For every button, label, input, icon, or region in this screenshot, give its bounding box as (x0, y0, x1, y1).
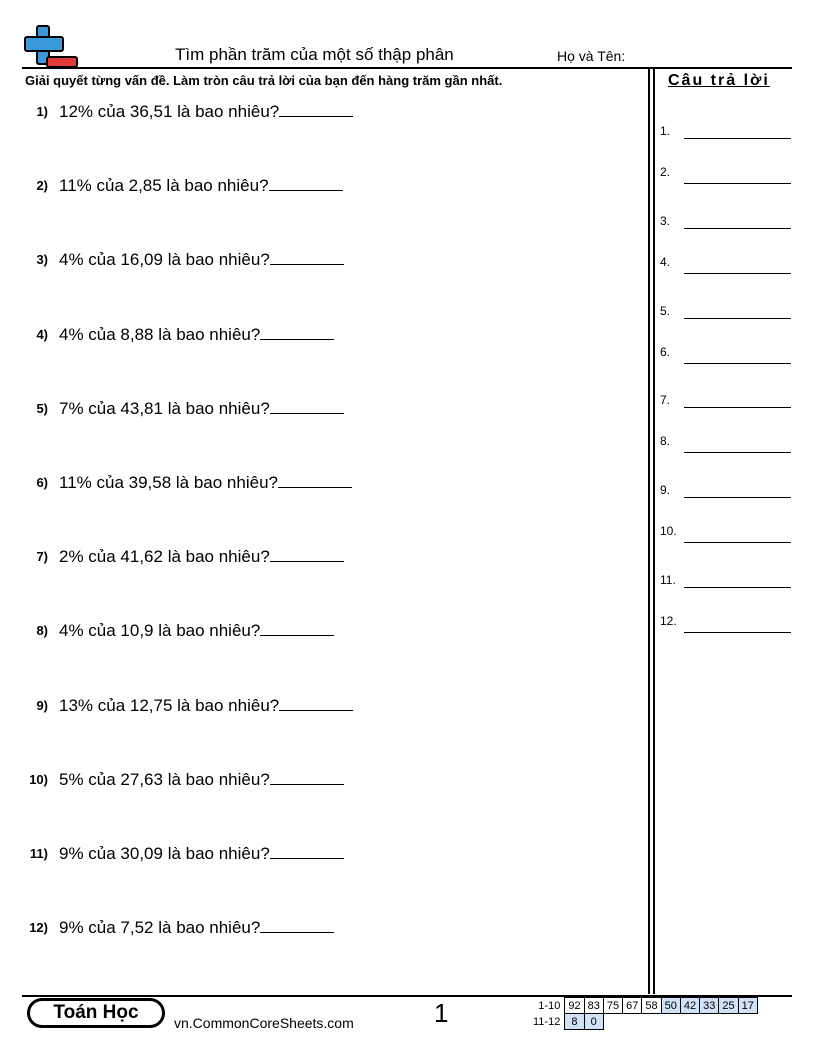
answer-number: 3. (660, 214, 671, 228)
page-title: Tìm phần trăm của một số thập phân (175, 45, 454, 64)
question-prompt: 12% của 36,51 là bao nhiêu? (59, 102, 280, 121)
question-text (59, 696, 353, 716)
name-label: Họ và Tên: (557, 48, 626, 64)
score-cell: 75 (603, 998, 622, 1014)
question-number: 7) (36, 549, 48, 564)
question-number: 8) (36, 623, 48, 638)
column-divider (648, 67, 650, 994)
question-number: 6) (36, 475, 48, 490)
question-text (59, 473, 352, 493)
answer-line[interactable] (684, 273, 791, 274)
question-number: 1) (36, 104, 48, 119)
column-divider (653, 67, 655, 994)
answer-line[interactable] (684, 363, 791, 364)
answer-number: 7. (660, 393, 671, 407)
score-cell: 17 (738, 998, 757, 1014)
question-text (59, 918, 334, 938)
question-text (59, 250, 344, 270)
answer-blank[interactable] (270, 560, 344, 562)
question-text (59, 325, 334, 345)
question-number: 4) (36, 327, 48, 342)
question-prompt: 9% của 7,52 là bao nhiêu? (59, 918, 261, 937)
answer-blank[interactable] (269, 189, 343, 191)
answer-blank[interactable] (278, 486, 352, 488)
answer-number: 1. (660, 124, 671, 138)
question-text (59, 547, 344, 567)
question-prompt: 9% của 30,09 là bao nhiêu? (59, 844, 270, 863)
question-text (59, 399, 344, 419)
instructions: Giải quyết từng vấn đề. Làm tròn câu trả lời của bạn đến hàng trăm gần nhất. (25, 73, 503, 88)
question-number: 3) (36, 252, 48, 267)
score-cell: 83 (584, 998, 603, 1014)
score-cell: 0 (584, 1014, 603, 1030)
question-number: 11) (29, 846, 48, 861)
brand-badge: Toán Học (27, 998, 165, 1028)
question-number: 2) (36, 178, 48, 193)
answer-number: 11. (660, 573, 676, 587)
question-prompt: 11% của 2,85 là bao nhiêu? (59, 176, 269, 195)
question-text (59, 621, 334, 641)
answer-blank[interactable] (270, 412, 344, 414)
answer-line[interactable] (684, 542, 791, 543)
question-text (59, 102, 353, 122)
score-cell: 58 (642, 998, 661, 1014)
question-prompt: 4% của 8,88 là bao nhiêu? (59, 325, 261, 344)
score-row-label: 1-10 (538, 999, 561, 1012)
answer-number: 6. (660, 345, 671, 359)
answer-number: 4. (660, 255, 671, 269)
answer-line[interactable] (684, 632, 791, 633)
answer-blank[interactable] (279, 709, 353, 711)
page-number: 1 (434, 998, 449, 1028)
answer-blank[interactable] (270, 263, 344, 265)
answer-blank[interactable] (260, 338, 334, 340)
answer-line[interactable] (684, 497, 791, 498)
answer-line[interactable] (684, 407, 791, 408)
question-prompt: 2% của 41,62 là bao nhiêu? (59, 547, 270, 566)
answer-number: 12. (660, 614, 677, 628)
answer-line[interactable] (684, 138, 791, 139)
score-row (530, 998, 757, 1014)
score-cell: 25 (719, 998, 738, 1014)
answer-line[interactable] (684, 183, 791, 184)
score-cell: 8 (565, 1014, 584, 1030)
question-number: 12) (29, 920, 48, 935)
header-divider (22, 67, 792, 69)
logo-plus-bar-icon (24, 36, 64, 52)
question-number: 5) (36, 401, 48, 416)
score-row-label: 11-12 (533, 1015, 561, 1028)
question-number: 9) (36, 698, 48, 713)
question-prompt: 4% của 10,9 là bao nhiêu? (59, 621, 261, 640)
question-text (59, 844, 344, 864)
answer-line[interactable] (684, 452, 791, 453)
score-table (530, 997, 758, 1030)
score-cell: 92 (565, 998, 584, 1014)
question-number: 10) (29, 772, 48, 787)
score-row (530, 1014, 757, 1030)
question-text (59, 770, 344, 790)
answer-number: 9. (660, 483, 671, 497)
answer-number: 5. (660, 304, 671, 318)
answers-heading: Câu trả lời (668, 72, 770, 89)
score-cell: 42 (680, 998, 699, 1014)
answer-line[interactable] (684, 228, 791, 229)
answer-number: 8. (660, 434, 671, 448)
answer-blank[interactable] (260, 634, 334, 636)
answer-blank[interactable] (279, 115, 353, 117)
question-prompt: 13% của 12,75 là bao nhiêu? (59, 696, 280, 715)
site-url: vn.CommonCoreSheets.com (174, 1015, 354, 1031)
answer-number: 2. (660, 165, 671, 179)
question-text (59, 176, 343, 196)
answer-blank[interactable] (270, 857, 344, 859)
question-prompt: 4% của 16,09 là bao nhiêu? (59, 250, 270, 269)
question-prompt: 5% của 27,63 là bao nhiêu? (59, 770, 270, 789)
question-prompt: 11% của 39,58 là bao nhiêu? (59, 473, 278, 492)
answer-line[interactable] (684, 587, 791, 588)
answer-line[interactable] (684, 318, 791, 319)
score-cell: 33 (700, 998, 719, 1014)
question-prompt: 7% của 43,81 là bao nhiêu? (59, 399, 270, 418)
score-cell: 67 (623, 998, 642, 1014)
answer-blank[interactable] (260, 931, 334, 933)
answer-blank[interactable] (270, 783, 344, 785)
answer-number: 10. (660, 524, 677, 538)
score-cell: 50 (661, 998, 680, 1014)
